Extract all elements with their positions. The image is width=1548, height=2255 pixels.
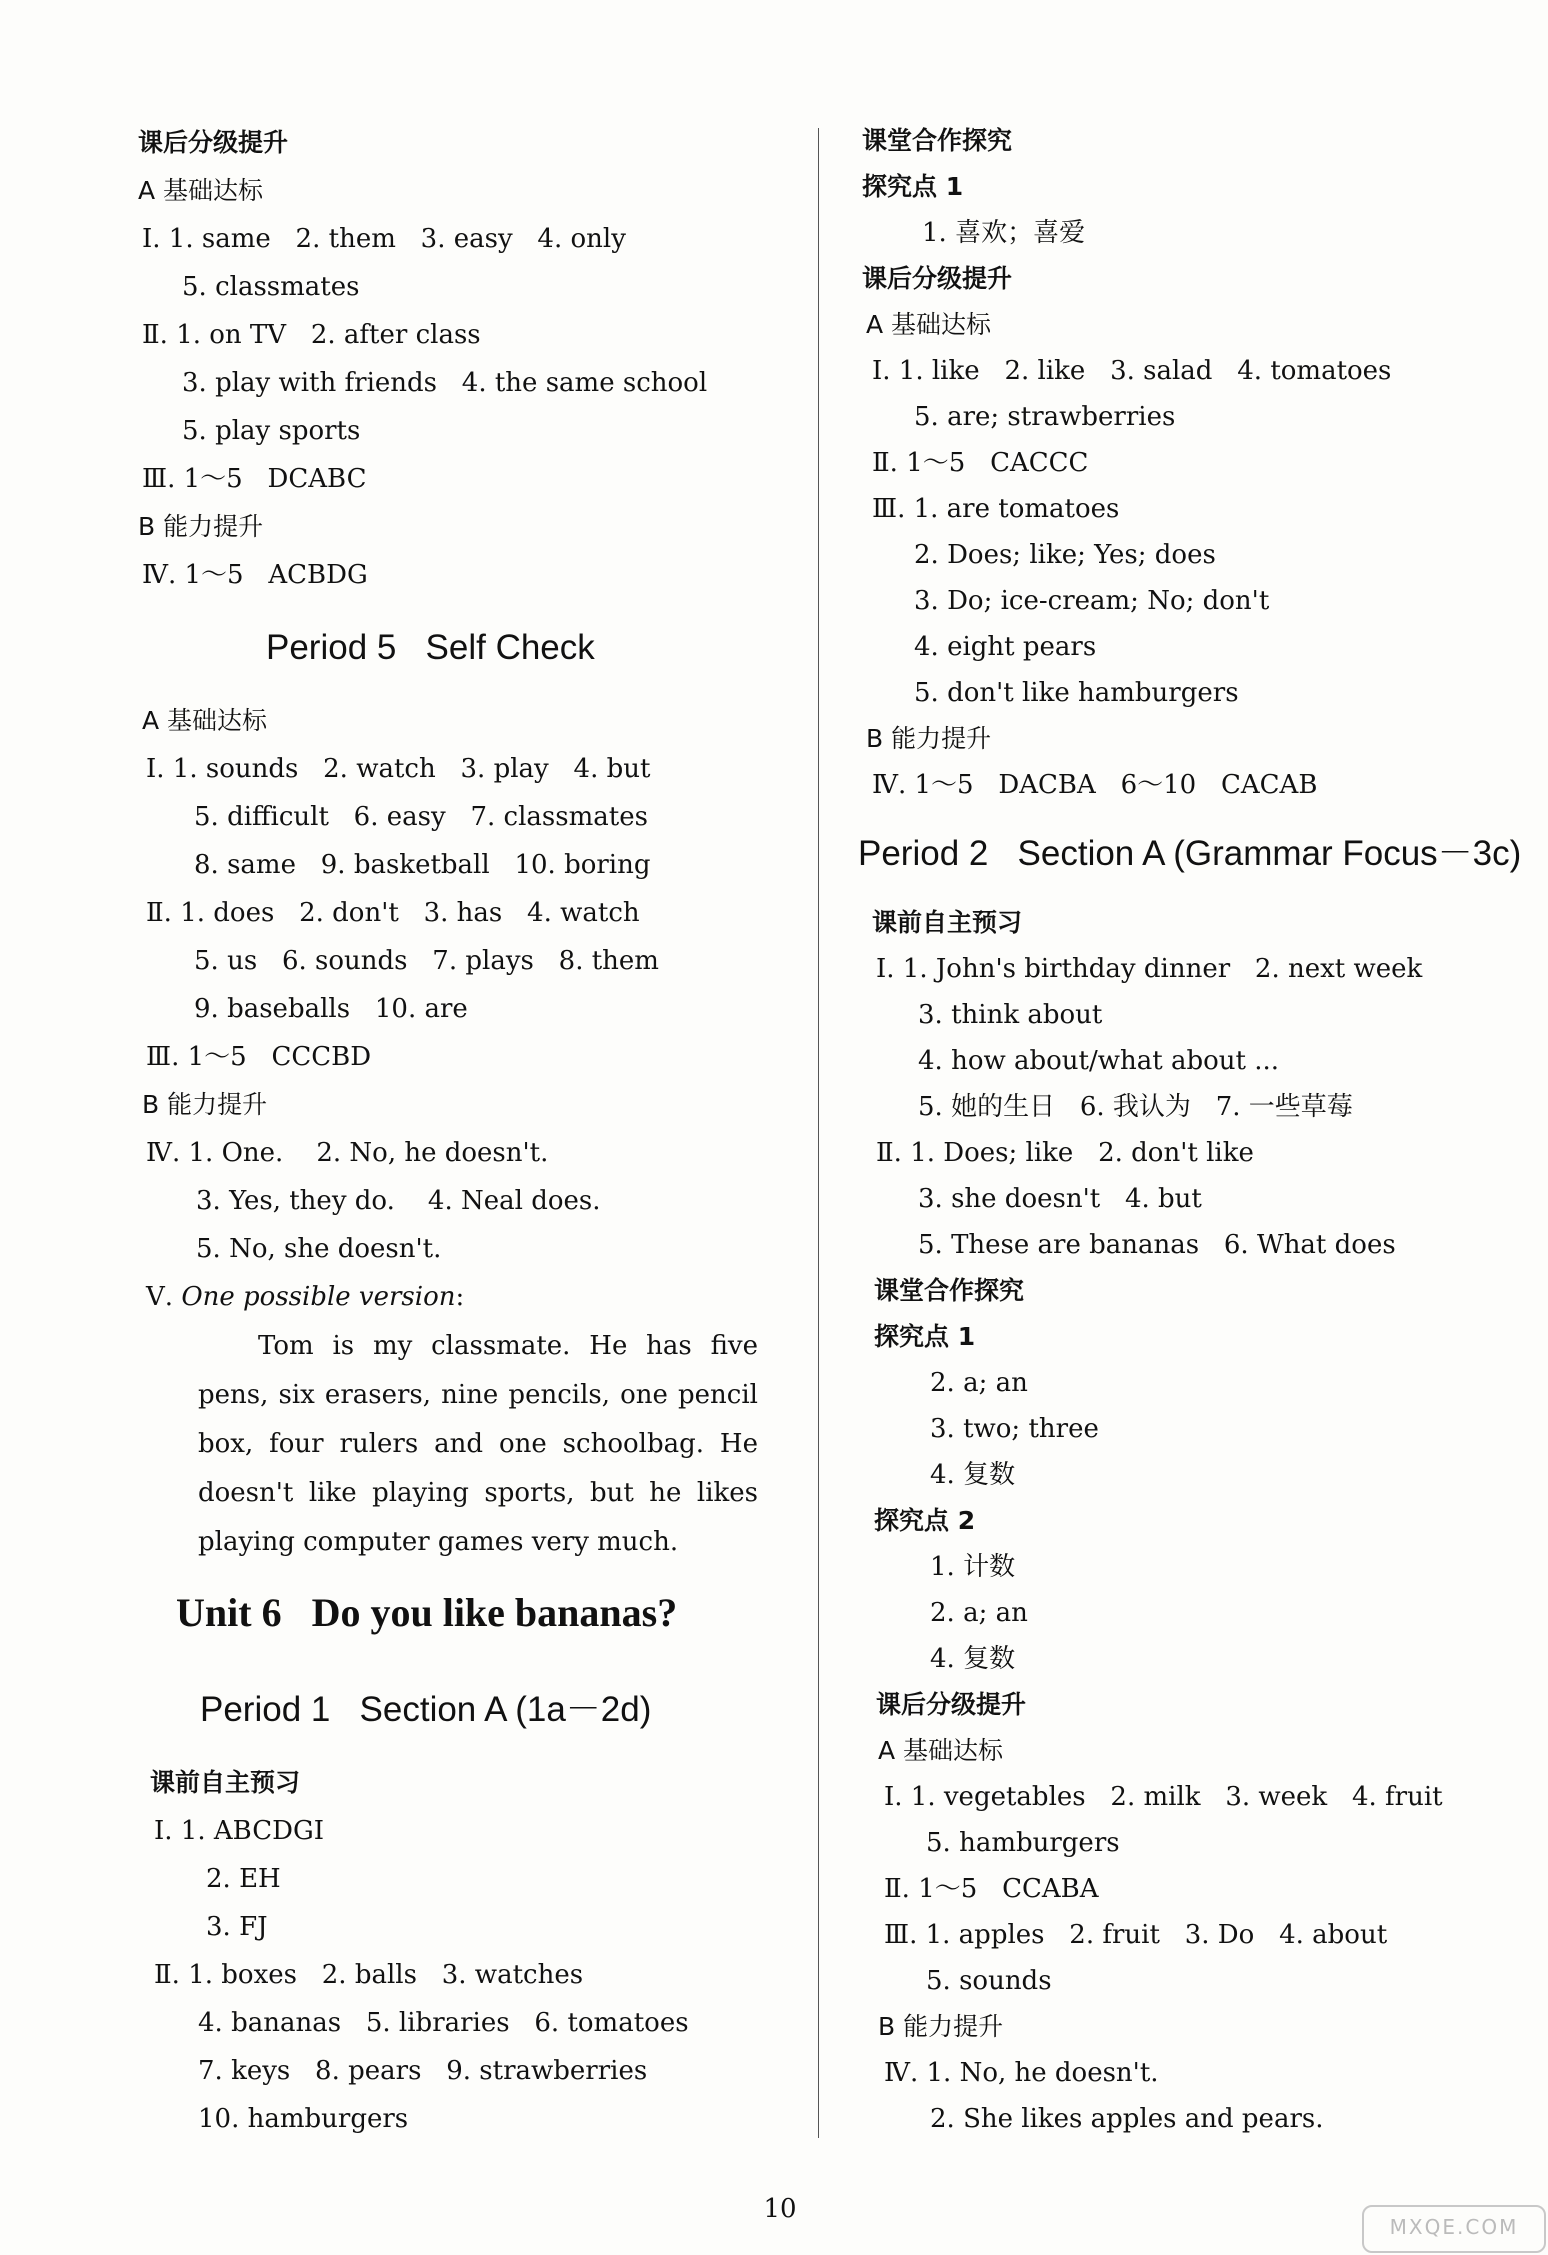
answer-line: 5. us 6. sounds 7. plays 8. them — [194, 946, 659, 976]
answer-line: 5. don't like hamburgers — [914, 678, 1239, 708]
answer-line: 3. she doesn't 4. but — [918, 1184, 1202, 1214]
subsection-heading: A 基础达标 — [878, 1736, 1004, 1765]
subsection-heading: B 能力提升 — [138, 512, 264, 541]
section-heading: 课后分级提升 — [138, 128, 289, 157]
answer-line: 2. She likes apples and pears. — [930, 2104, 1324, 2134]
inquiry-point-heading: 探究点 1 — [862, 172, 964, 201]
watermark-logo — [1362, 2205, 1546, 2253]
subsection-heading: A 基础达标 — [142, 706, 268, 735]
answer-line: 2. a; an — [930, 1598, 1028, 1628]
answer-line: Ⅰ. 1. ABCDGI — [154, 1816, 325, 1846]
answer-line: Ⅰ. 1. same 2. them 3. easy 4. only — [142, 224, 626, 254]
answer-line: Ⅳ. 1～5 DACBA 6～10 CACAB — [872, 770, 1318, 800]
unit-title: Unit 6 Do you like bananas? — [176, 1590, 678, 1635]
answer-line: Ⅲ. 1～5 CCCBD — [146, 1042, 372, 1072]
answer-line: 4. eight pears — [914, 632, 1097, 662]
answer-line: Ⅳ. 1. One. 2. No, he doesn't. — [146, 1138, 549, 1168]
answer-line: 4. bananas 5. libraries 6. tomatoes — [198, 2008, 689, 2038]
section-heading: 课前自主预习 — [872, 908, 1023, 937]
answer-line: 5. are; strawberries — [914, 402, 1176, 432]
answer-line: 5. These are bananas 6. What does — [918, 1230, 1396, 1260]
answer-line: Ⅳ. 1～5 ACBDG — [142, 560, 368, 590]
answer-line: 3. think about — [918, 1000, 1103, 1030]
section-heading: 课前自主预习 — [150, 1768, 301, 1797]
section-heading: 课堂合作探究 — [874, 1276, 1025, 1305]
answer-line: Ⅱ. 1. boxes 2. balls 3. watches — [154, 1960, 584, 1990]
answer-line: Ⅱ. 1～5 CCABA — [884, 1874, 1099, 1904]
answer-line: 9. baseballs 10. are — [194, 994, 468, 1024]
answer-line: 1. 喜欢；喜爱 — [922, 218, 1086, 248]
answer-line: 5. difficult 6. easy 7. classmates — [194, 802, 648, 832]
period-heading: Period 2 Section A (Grammar Focus－3c) — [858, 834, 1522, 873]
subsection-heading: B 能力提升 — [866, 724, 992, 753]
answer-line: Ⅱ. 1～5 CACCC — [872, 448, 1089, 478]
answer-line: 3. play with friends 4. the same school — [182, 368, 708, 398]
watermark-text: MXQE.COM — [1389, 2215, 1519, 2239]
answer-line: Ⅰ. 1. John's birthday dinner 2. next week — [876, 954, 1423, 984]
answer-line: Ⅰ. 1. vegetables 2. milk 3. week 4. fruit — [884, 1782, 1443, 1812]
answer-line: 3. Do; ice-cream; No; don't — [914, 586, 1270, 616]
subsection-heading: B 能力提升 — [142, 1090, 268, 1119]
section-heading: 课堂合作探究 — [862, 126, 1013, 155]
answer-line: 2. a; an — [930, 1368, 1028, 1398]
answer-line: Ⅱ. 1. does 2. don't 3. has 4. watch — [146, 898, 640, 928]
answer-line: Ⅱ. 1. on TV 2. after class — [142, 320, 481, 350]
answer-line: 7. keys 8. pears 9. strawberries — [198, 2056, 648, 2086]
answer-line: Ⅰ. 1. sounds 2. watch 3. play 4. but — [146, 754, 651, 784]
answer-line: Ⅴ. One possible version: — [146, 1282, 465, 1312]
subsection-heading: B 能力提升 — [878, 2012, 1004, 2041]
answer-line: 4. 复数 — [930, 1644, 1016, 1674]
answer-line: 4. how about/what about ... — [918, 1046, 1280, 1076]
section-heading: 课后分级提升 — [862, 264, 1013, 293]
inquiry-point-heading: 探究点 1 — [874, 1322, 976, 1351]
answer-line: 5. classmates — [182, 272, 360, 302]
sample-paragraph: Tom is my classmate. He has five pens, six erasers, nine pencils, one pencil box, four rulers and one schoolbag. He doesn't like playing sports, but he likes playing computer games very much. — [198, 1331, 758, 1557]
answer-line: Ⅲ. 1. are tomatoes — [872, 494, 1120, 524]
inquiry-point-heading: 探究点 2 — [874, 1506, 976, 1535]
answer-line: Ⅱ. 1. Does; like 2. don't like — [876, 1138, 1254, 1168]
page-number: 10 — [763, 2194, 797, 2224]
subsection-heading: A 基础达标 — [138, 176, 264, 205]
answer-line: 1. 计数 — [930, 1552, 1016, 1582]
period-heading: Period 1 Section A (1a－2d) — [200, 1690, 652, 1729]
answer-line: 10. hamburgers — [198, 2104, 409, 2134]
answer-line: 4. 复数 — [930, 1460, 1016, 1490]
section-heading: 课后分级提升 — [876, 1690, 1027, 1719]
answer-line: 2. Does; like; Yes; does — [914, 540, 1216, 570]
answer-line: Ⅲ. 1～5 DCABC — [142, 464, 367, 494]
answer-line: 3. FJ — [206, 1912, 268, 1942]
answer-line: 8. same 9. basketball 10. boring — [194, 850, 651, 880]
answer-line: 5. play sports — [182, 416, 361, 446]
answer-line: 5. No, she doesn't. — [196, 1234, 442, 1264]
answer-line: Ⅲ. 1. apples 2. fruit 3. Do 4. about — [884, 1920, 1388, 1950]
answer-line: 5. sounds — [926, 1966, 1052, 1996]
subsection-heading: A 基础达标 — [866, 310, 992, 339]
answer-line: 5. 她的生日 6. 我认为 7. 一些草莓 — [918, 1092, 1353, 1122]
answer-line: 3. Yes, they do. 4. Neal does. — [196, 1186, 601, 1216]
column-divider — [818, 128, 819, 2138]
answer-line: Ⅰ. 1. like 2. like 3. salad 4. tomatoes — [872, 356, 1392, 386]
period-heading: Period 5 Self Check — [266, 628, 595, 667]
answer-line: 3. two; three — [930, 1414, 1099, 1444]
answer-line: 5. hamburgers — [926, 1828, 1120, 1858]
answer-line: 2. EH — [206, 1864, 281, 1894]
answer-line: Ⅳ. 1. No, he doesn't. — [884, 2058, 1159, 2088]
